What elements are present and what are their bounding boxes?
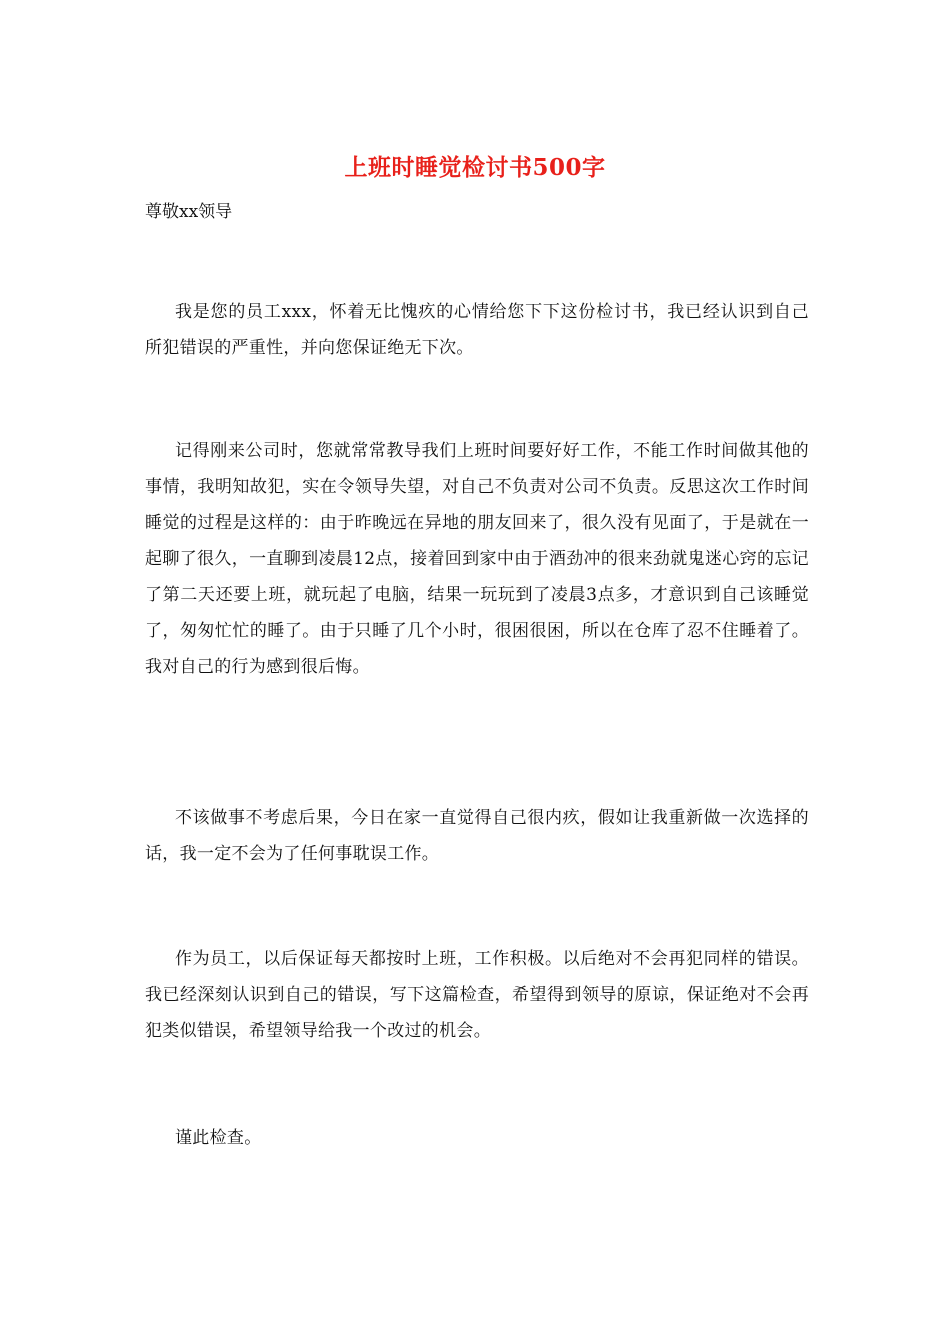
paragraph-1: 我是您的员工xxx，怀着无比愧疚的心情给您下下这份检讨书，我已经认识到自己所犯错误的严重性，并向您保证绝无下次。 <box>145 302 809 358</box>
closing-line: 谨此检查。 <box>175 1128 262 1148</box>
document-title: 上班时睡觉检讨书500字 <box>344 154 606 181</box>
salutation: 尊敬xx领导 <box>145 202 233 222</box>
paragraph-4: 作为员工，以后保证每天都按时上班，工作积极。以后绝对不会再犯同样的错误。我已经深刻认识到自己的错误，写下这篇检查，希望得到领导的原谅，保证绝对不会再犯类似错误，希望领导给我一个改过的机会。 <box>145 949 809 1041</box>
paragraph-2: 记得刚来公司时，您就常常教导我们上班时间要好好工作，不能工作时间做其他的事情，我明知故犯，实在令领导失望，对自己不负责对公司不负责。反思这次工作时间睡觉的过程是这样的：由于昨晚远在异地的朋友回来了，很久没有见面了，于是就在一起聊了很久，一直聊到凌晨12点，接着回到家中由于酒劲冲的很来劲就鬼迷心窍的忘记了第二天还要上班，就玩起了电脑，结果一玩玩到了凌晨3点多，才意识到自己该睡觉了，匆匆忙忙的睡了。由于只睡了几个小时，很困很困，所以在仓库了忍不住睡着了。我对自己的行为感到很后悔。 <box>145 441 809 677</box>
paragraph-3: 不该做事不考虑后果，今日在家一直觉得自己很内疚，假如让我重新做一次选择的话，我一定不会为了任何事耽误工作。 <box>145 808 809 864</box>
